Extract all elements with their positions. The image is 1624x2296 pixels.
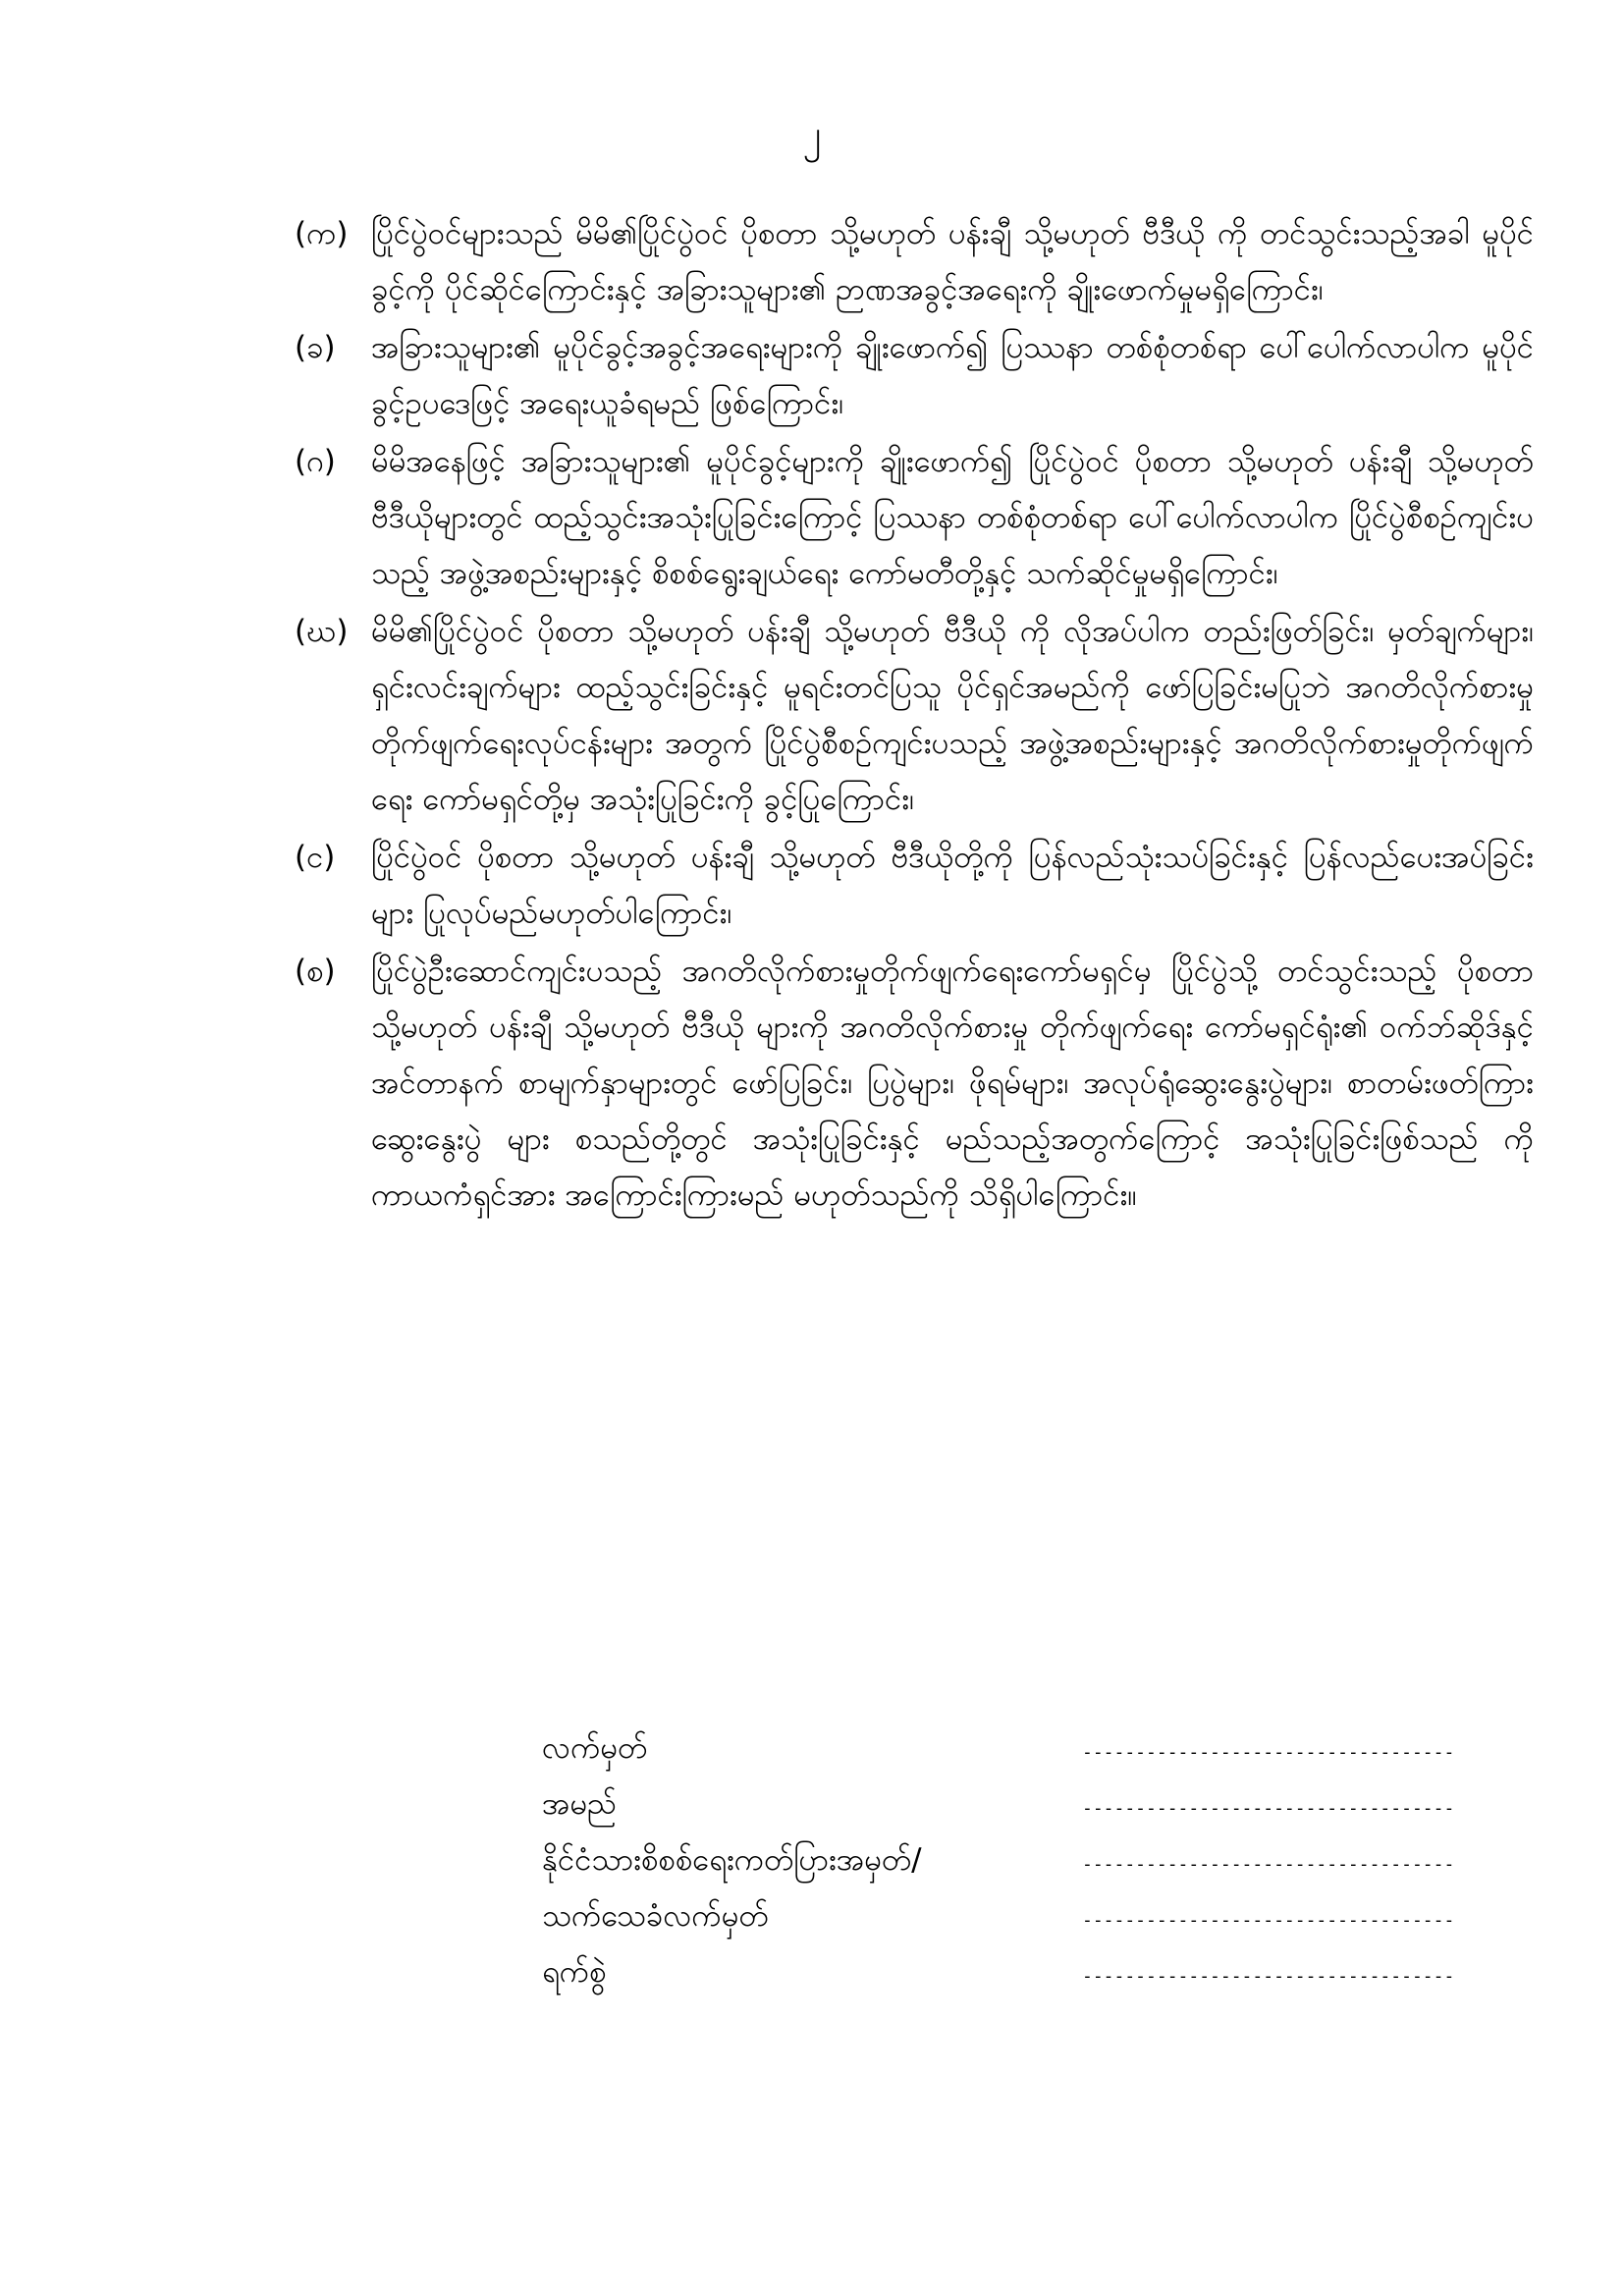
clause-marker: (စ) — [295, 954, 336, 989]
certificate-row — [542, 1888, 1485, 1944]
certificate-fill-line[interactable]: ----------------------------------- — [1082, 1910, 1455, 1931]
signature-label: လက်မှတ် — [542, 1730, 648, 1766]
clause-text: မိမိအနေဖြင့် အခြားသူများ၏ မူပိုင်ခွင့်များကို ချိုးဖောက်၍ ပြိုင်ပွဲဝင် ပိုစတာ သို့မဟုတ် ပန်းချီ သို့မဟုတ် ဗီဒီယိုများတွင် ထည့်သွင်းအသုံးပြုခြင်းကြောင့် ပြဿနာ တစ်စုံတစ်ရာ ပေါ်ပေါက်လာပါက ပြိုင်ပွဲစီစဉ်ကျင်းပသည့် အဖွဲ့အစည်းများနှင့် စိစစ်ရွေးချယ်ရေး ကော်မတီတို့နှင့် သက်ဆိုင်မှုမရှိကြောင်း၊ — [371, 444, 1534, 591]
date-fill-line[interactable]: ----------------------------------- — [1082, 1966, 1455, 1987]
name-row — [542, 1777, 1485, 1832]
signature-fill-line[interactable]: ----------------------------------- — [1082, 1742, 1455, 1763]
declaration-clauses — [295, 206, 1534, 1226]
clause-nga — [295, 830, 1534, 942]
clause-ka — [295, 206, 1534, 318]
clause-marker: (ခ) — [295, 330, 336, 365]
clause-marker: (င) — [295, 840, 336, 875]
clause-text: ပြိုင်ပွဲဝင်များသည် မိမိ၏ပြိုင်ပွဲဝင် ပိုစတာ သို့မဟုတ် ပန်းချီ သို့မဟုတ် ဗီဒီယို ကို တင်သွင်းသည့်အခါ မူပိုင်ခွင့်ကို ပိုင်ဆိုင်ကြောင်းနှင့် အခြားသူများ၏ ဉာဏအခွင့်အရေးကို ချိုးဖောက်မှုမရှိကြောင်း၊ — [371, 216, 1534, 307]
clause-text: အခြားသူများ၏ မူပိုင်ခွင့်အခွင့်အရေးများကို ချိုးဖောက်၍ ပြဿနာ တစ်စုံတစ်ရာ ပေါ်ပေါက်လာပါက မူပိုင်ခွင့်ဥပဒေဖြင့် အရေးယူခံရမည် ဖြစ်ကြောင်း၊ — [371, 330, 1534, 421]
nrc-number-fill-line[interactable]: ----------------------------------- — [1082, 1854, 1455, 1875]
clause-kha — [295, 320, 1534, 432]
clause-ga — [295, 434, 1534, 602]
certificate-label: သက်သေခံလက်မှတ် — [542, 1898, 769, 1934]
clause-text: ပြိုင်ပွဲဝင် ပိုစတာ သို့မဟုတ် ပန်းချီ သို့မဟုတ် ဗီဒီယိုတို့ကို ပြန်လည်သုံးသပ်ခြင်းနှင့် ပြန်လည်ပေးအပ်ခြင်းများ ပြုလုပ်မည်မဟုတ်ပါကြောင်း၊ — [371, 840, 1534, 931]
clause-text: မိမိ၏ပြိုင်ပွဲဝင် ပိုစတာ သို့မဟုတ် ပန်းချီ သို့မဟုတ် ဗီဒီယို ကို လိုအပ်ပါက တည်းဖြတ်ခြင်း၊ မှတ်ချက်များ၊ ရှင်းလင်းချက်များ ထည့်သွင်းခြင်းနှင့် မူရင်းတင်ပြသူ ပိုင်ရှင်အမည်ကို ဖော်ပြခြင်းမပြုဘဲ အဂတိလိုက်စားမှုတိုက်ဖျက်ရေးလုပ်ငန်းများ အတွက် ပြိုင်ပွဲစီစဉ်ကျင်းပသည့် အဖွဲ့အစည်းများနှင့် အဂတိလိုက်စားမှုတိုက်ဖျက်ရေး ကော်မရှင်တို့မှ အသုံးပြုခြင်းကို ခွင့်ပြုကြောင်း၊ — [371, 614, 1534, 817]
nrc-number-label: နိုင်ငံသားစိစစ်ရေးကတ်ပြားအမှတ်/ — [542, 1842, 922, 1878]
clause-marker: (က) — [295, 216, 349, 251]
page-number: ၂ — [802, 112, 822, 155]
clause-text: ပြိုင်ပွဲဦးဆောင်ကျင်းပသည့် အဂတိလိုက်စားမှုတိုက်ဖျက်ရေးကော်မရှင်မှ ပြိုင်ပွဲသို့ တင်သွင်းသည့် ပိုစတာ သို့မဟုတ် ပန်းချီ သို့မဟုတ် ဗီဒီယို များကို အဂတိလိုက်စားမှု တိုက်ဖျက်ရေး ကော်မရှင်ရုံး၏ ဝက်ဘ်ဆိုဒ်နှင့် အင်တာနက် စာမျက်နှာများတွင် ဖော်ပြခြင်း၊ ပြပွဲများ၊ ဖိုရမ်များ၊ အလုပ်ရုံဆွေးနွေးပွဲများ၊ စာတမ်းဖတ်ကြား ဆွေးနွေးပွဲ များ စသည်တို့တွင် အသုံးပြုခြင်းနှင့် မည်သည့်အတွက်ကြောင့် အသုံးပြုခြင်းဖြစ်သည် ကို ကာယကံရှင်အား အကြောင်းကြားမည် မဟုတ်သည်ကို သိရှိပါကြောင်း။ — [371, 954, 1534, 1213]
signature-row — [542, 1721, 1485, 1777]
clause-marker: (ဂ) — [295, 444, 336, 479]
nrc-number-row — [542, 1832, 1485, 1888]
clause-sa — [295, 944, 1534, 1224]
date-row — [542, 1944, 1485, 2000]
name-fill-line[interactable]: ----------------------------------- — [1082, 1798, 1455, 1819]
signature-block — [542, 1721, 1485, 2000]
clause-marker: (ဃ) — [295, 614, 349, 649]
clause-gha — [295, 604, 1534, 828]
date-label: ရက်စွဲ — [542, 1954, 607, 1990]
name-label: အမည် — [542, 1786, 618, 1822]
